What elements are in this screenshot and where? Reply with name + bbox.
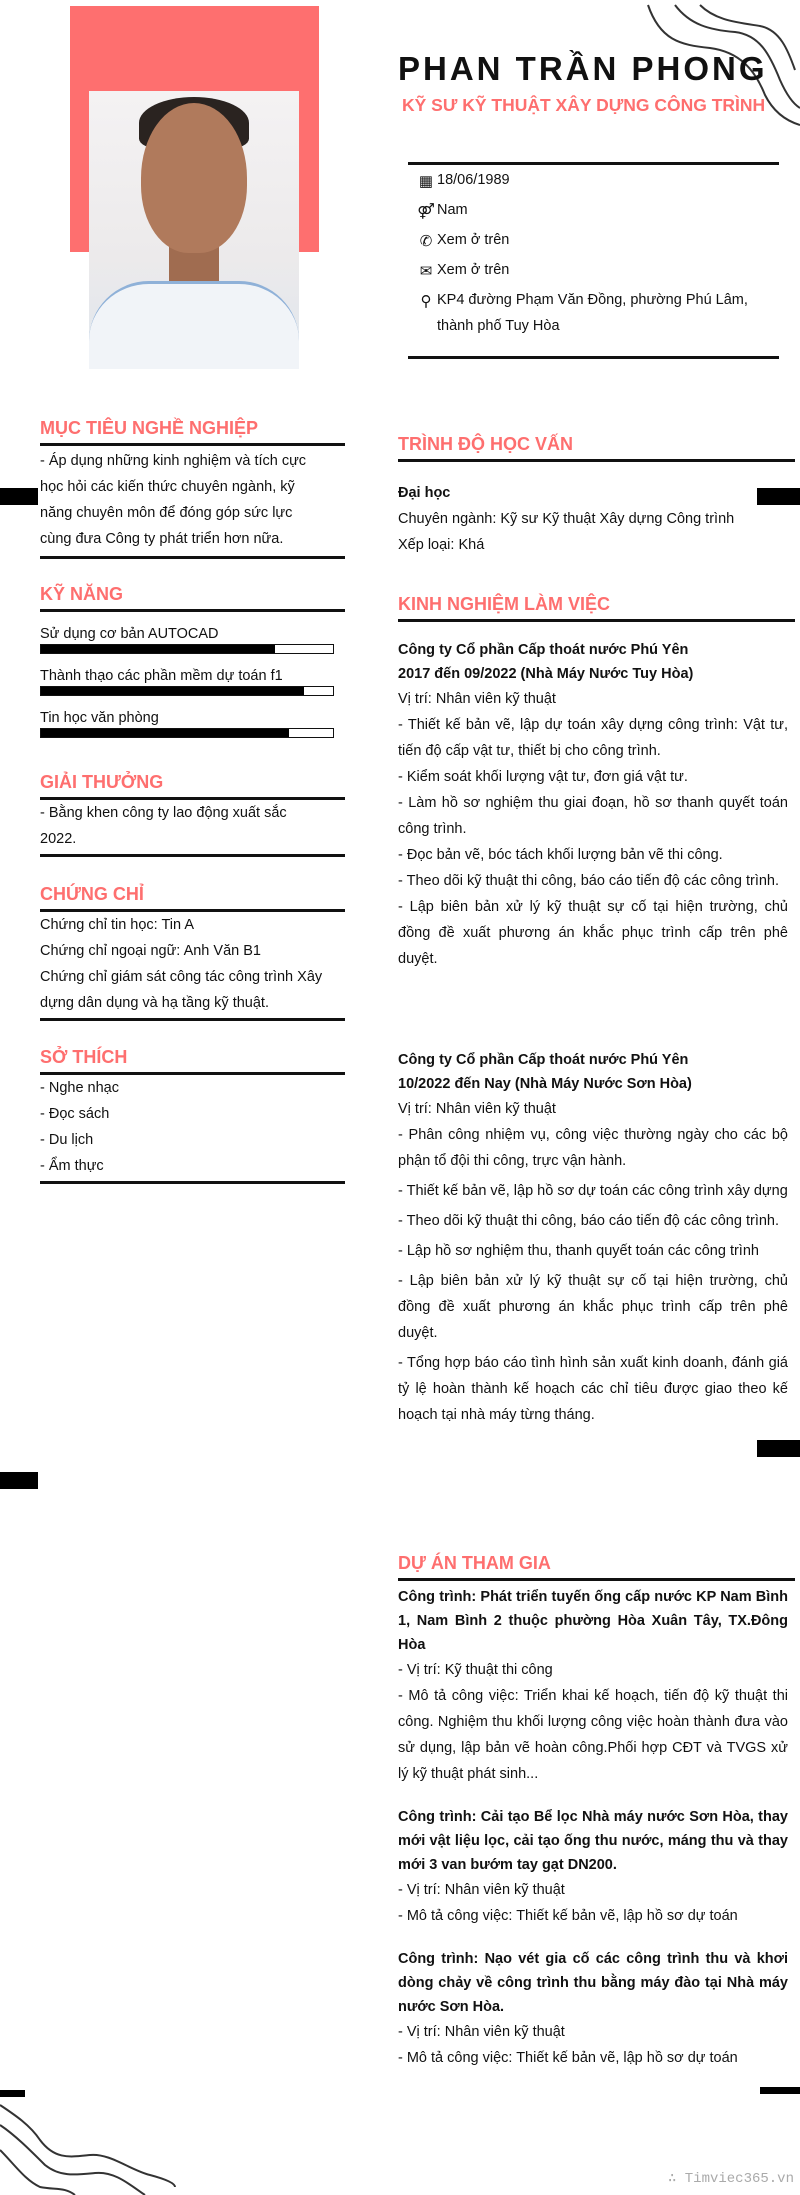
job-position: Vị trí: Nhân viên kỹ thuật bbox=[398, 691, 556, 707]
project-role: - Vị trí: Nhân viên kỹ thuật bbox=[398, 1882, 565, 1898]
skill-level-fill bbox=[41, 729, 289, 737]
job-company: Công ty Cổ phần Cấp thoát nước Phú Yên bbox=[398, 642, 689, 658]
experience-section bbox=[398, 594, 795, 1432]
skill-label: Sử dụng cơ bản AUTOCAD bbox=[40, 626, 219, 642]
profile-photo bbox=[89, 91, 299, 369]
job-task: - Kiểm soát khối lượng vật tư, đơn giá vật tư. bbox=[398, 769, 688, 785]
certificate-item: Chứng chỉ giám sát công tác công trình Xây dựng dân dụng và hạ tầng kỹ thuật. bbox=[40, 969, 323, 1011]
skill-level-bar bbox=[40, 728, 334, 738]
envelope-icon: ✉ bbox=[419, 263, 433, 280]
job-task: - Tổng hợp báo cáo tình hình sản xuất kinh doanh, đánh giá tỷ lệ hoàn thành kế hoạch các chỉ tiêu được giao theo kế hoạch tại nhà máy từng tháng. bbox=[398, 1355, 788, 1423]
section-heading: KỸ NĂNG bbox=[40, 584, 124, 604]
edge-marker bbox=[757, 1440, 800, 1457]
objective-text: - Áp dụng những kinh nghiệm và tích cực học hỏi các kiến thức chuyên ngành, kỹ năng chuyên môn để đóng góp sức lực cùng đưa Công ty phát triển hơn nữa. bbox=[40, 453, 307, 547]
hobby-item: - Nghe nhạc bbox=[40, 1080, 119, 1096]
job-task: - Lập hồ sơ nghiệm thu, thanh quyết toán các công trình bbox=[398, 1243, 759, 1259]
hobby-item: - Ẩm thực bbox=[40, 1158, 104, 1174]
birthday-row bbox=[415, 172, 775, 202]
watermark: ∴ Timviec365.vn bbox=[667, 2171, 794, 2187]
wave-decoration-bottom bbox=[0, 2095, 280, 2195]
skill-level-bar bbox=[40, 686, 334, 696]
job-task: - Theo dõi kỹ thuật thi công, báo cáo tiến độ các công trình. bbox=[398, 1213, 780, 1229]
awards-text: - Bằng khen công ty lao động xuất sắc 2022. bbox=[40, 805, 287, 847]
edge-marker bbox=[0, 2090, 25, 2097]
project-title: Công trình: Cải tạo Bể lọc Nhà máy nước Sơn Hòa, thay mới vật liệu lọc, cải tạo ống thu nước, máng thu và thay mới 3 van bướm tay gạt DN200. bbox=[398, 1809, 788, 1873]
rank: Xếp loại: Khá bbox=[398, 537, 485, 553]
job-task: - Làm hồ sơ nghiệm thu giai đoạn, hồ sơ thanh quyết toán công trình. bbox=[398, 795, 788, 837]
email: Xem ở trên bbox=[437, 262, 510, 278]
birthday: 18/06/1989 bbox=[437, 172, 510, 188]
job-task: - Thiết kế bản vẽ, lập dự toán xây dựng công trình: Vật tư, tiến độ cấp vật tư, thiết bị cho công trình. bbox=[398, 717, 788, 759]
project-desc: - Mô tả công việc: Triển khai kế hoạch, tiến độ kỹ thuật thi công. Nghiệm thu khối lượng công việc hoàn thành đưa vào sử dụng, lập bản vẽ hoàn công.Phối hợp CĐT và TVGS xử lý kỹ thuật phát sinh... bbox=[398, 1688, 788, 1782]
section-heading: MỤC TIÊU NGHỀ NGHIỆP bbox=[40, 418, 259, 438]
section-heading: GIẢI THƯỞNG bbox=[40, 772, 164, 792]
gender-row bbox=[415, 202, 775, 232]
section-heading: CHỨNG CHỈ bbox=[40, 884, 144, 904]
certificates-section bbox=[40, 884, 345, 1021]
candidate-name: PHAN TRẦN PHONG bbox=[398, 50, 768, 87]
calendar-icon: ▦ bbox=[418, 173, 434, 190]
section-heading: TRÌNH ĐỘ HỌC VẤN bbox=[398, 434, 573, 454]
job-company: Công ty Cổ phần Cấp thoát nước Phú Yên bbox=[398, 1052, 689, 1068]
skills-list bbox=[40, 626, 345, 738]
awards-section bbox=[40, 772, 345, 857]
section-heading: DỰ ÁN THAM GIA bbox=[398, 1553, 551, 1573]
project-desc: - Mô tả công việc: Thiết kế bản vẽ, lập hồ sơ dự toán bbox=[398, 2050, 738, 2066]
projects-section bbox=[398, 1553, 795, 2071]
job-entry bbox=[398, 638, 788, 972]
project-title: Công trình: Nạo vét gia cố các công trình thu và khơi dòng chảy về công trình thu bằng máy đào tại Nhà máy nước Sơn Hòa. bbox=[398, 1951, 788, 2015]
phone-row bbox=[415, 232, 775, 262]
edge-marker bbox=[760, 2087, 800, 2094]
job-period: 10/2022 đến Nay (Nhà Máy Nước Sơn Hòa) bbox=[398, 1076, 692, 1092]
section-heading: SỞ THÍCH bbox=[40, 1047, 128, 1067]
job-period: 2017 đến 09/2022 (Nhà Máy Nước Tuy Hòa) bbox=[398, 666, 694, 682]
job-task: - Lập biên bản xử lý kỹ thuật sự cố tại hiện trường, chủ đồng đề xuất phương án khắc phục trình cấp trên phê duyệt. bbox=[398, 1273, 788, 1341]
phone: Xem ở trên bbox=[437, 232, 510, 248]
certificate-item: Chứng chỉ tin học: Tin A bbox=[40, 917, 194, 933]
job-title: KỸ SƯ KỸ THUẬT XÂY DỰNG CÔNG TRÌNH bbox=[402, 95, 766, 115]
certificate-item: Chứng chỉ ngoại ngữ: Anh Văn B1 bbox=[40, 943, 261, 959]
edge-marker bbox=[0, 488, 38, 505]
gender-icon: ⚤ bbox=[417, 203, 435, 220]
section-heading: KINH NGHIỆM LÀM VIỆC bbox=[398, 594, 611, 614]
degree: Đại học bbox=[398, 485, 451, 501]
project-desc: - Mô tả công việc: Thiết kế bản vẽ, lập hồ sơ dự toán bbox=[398, 1908, 738, 1924]
address-row bbox=[415, 292, 775, 339]
job-task: - Đọc bản vẽ, bóc tách khối lượng bản vẽ thi công. bbox=[398, 847, 723, 863]
phone-icon: ✆ bbox=[419, 233, 433, 250]
major: Chuyên ngành: Kỹ sư Kỹ thuật Xây dựng Công trình bbox=[398, 511, 735, 527]
job-task: - Phân công nhiệm vụ, công việc thường ngày cho các bộ phận tổ đội thi công, trực vận hành. bbox=[398, 1127, 788, 1169]
job-task: - Thiết kế bản vẽ, lập hồ sơ dự toán các công trình xây dựng bbox=[398, 1183, 788, 1199]
skill-level-fill bbox=[41, 645, 275, 653]
project-role: - Vị trí: Kỹ thuật thi công bbox=[398, 1662, 553, 1678]
skill-level-fill bbox=[41, 687, 304, 695]
education-section bbox=[398, 434, 795, 558]
job-position: Vị trí: Nhân viên kỹ thuật bbox=[398, 1101, 556, 1117]
skill-label: Thành thạo các phần mềm dự toán f1 bbox=[40, 668, 283, 684]
hobbies-section bbox=[40, 1047, 345, 1184]
map-pin-icon: ⚲ bbox=[420, 293, 432, 310]
skill-level-bar bbox=[40, 644, 334, 654]
skills-section bbox=[40, 584, 345, 738]
job-task: - Theo dõi kỹ thuật thi công, báo cáo tiến độ các công trình. bbox=[398, 873, 780, 889]
project-title: Công trình: Phát triển tuyến ống cấp nước KP Nam Bình 1, Nam Bình 2 thuộc phường Hòa Xuân Tây, TX.Đông Hòa bbox=[398, 1589, 788, 1653]
job-task: - Lập biên bản xử lý kỹ thuật sự cố tại hiện trường, chủ đồng đề xuất phương án khắc phục trình cấp trên phê duyệt. bbox=[398, 899, 788, 967]
hobby-item: - Đọc sách bbox=[40, 1106, 110, 1122]
objective-section bbox=[40, 418, 345, 559]
contact-info bbox=[415, 172, 775, 339]
address: KP4 đường Phạm Văn Đồng, phường Phú Lâm, thành phố Tuy Hòa bbox=[437, 292, 748, 334]
hobby-item: - Du lịch bbox=[40, 1132, 94, 1148]
edge-marker bbox=[0, 1472, 38, 1489]
job-entry bbox=[398, 1048, 788, 1428]
projects-list bbox=[398, 1585, 788, 2071]
project-role: - Vị trí: Nhân viên kỹ thuật bbox=[398, 2024, 565, 2040]
gender: Nam bbox=[437, 202, 468, 218]
skill-label: Tin học văn phòng bbox=[40, 710, 159, 726]
